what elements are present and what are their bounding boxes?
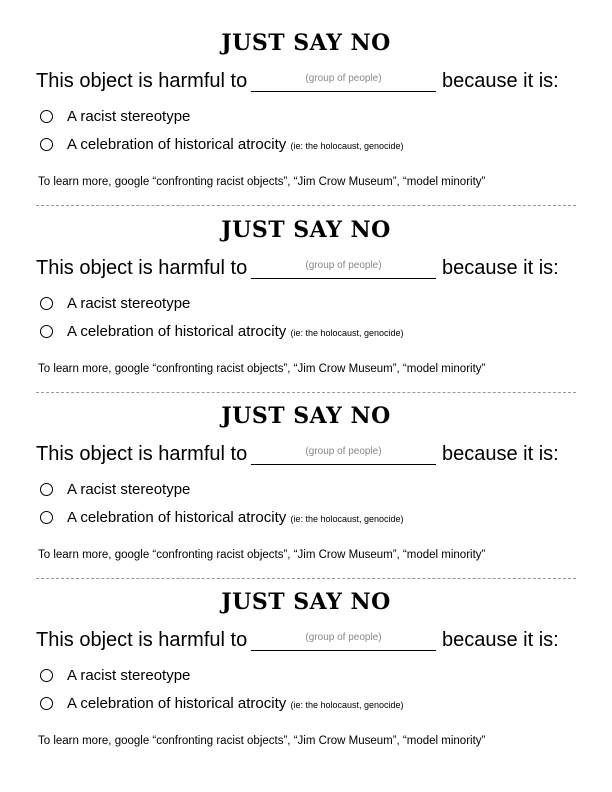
option-label: A racist stereotype (67, 295, 191, 312)
statement-text: This object is harmful to (36, 70, 248, 92)
option-label: A racist stereotype (67, 108, 191, 125)
option-label: A celebration of historical atrocity (ie: the holocaust, genocide) (67, 323, 404, 340)
flyer-card (0, 373, 612, 559)
group-blank-field[interactable] (251, 446, 436, 465)
radio-circle-icon[interactable] (40, 669, 53, 682)
radio-circle-icon[interactable] (40, 297, 53, 310)
option-note: (ie: the holocaust, genocide) (290, 514, 404, 524)
option-note: (ie: the holocaust, genocide) (290, 700, 404, 710)
option-label: A celebration of historical atrocity (ie: the holocaust, genocide) (67, 509, 404, 526)
flyer-card (0, 0, 612, 186)
card-title: JUST SAY NO (221, 589, 391, 615)
radio-circle-icon[interactable] (40, 511, 53, 524)
because-text: because it is: (442, 257, 559, 279)
blank-placeholder: (group of people) (305, 632, 382, 643)
blank-placeholder: (group of people) (305, 446, 382, 457)
because-text: because it is: (442, 629, 559, 651)
flyer-card (0, 559, 612, 745)
flyer-card (0, 187, 612, 373)
statement-text: This object is harmful to (36, 257, 248, 279)
option-note: (ie: the holocaust, genocide) (290, 141, 404, 151)
radio-circle-icon[interactable] (40, 483, 53, 496)
statement-text: This object is harmful to (36, 443, 248, 465)
card-title: JUST SAY NO (221, 30, 391, 56)
blank-placeholder: (group of people) (305, 73, 382, 84)
statement-text: This object is harmful to (36, 629, 248, 651)
group-blank-field[interactable] (251, 73, 436, 92)
option-label: A racist stereotype (67, 667, 191, 684)
group-blank-field[interactable] (251, 260, 436, 279)
because-text: because it is: (442, 443, 559, 465)
option-note: (ie: the holocaust, genocide) (290, 328, 404, 338)
option-label: A celebration of historical atrocity (ie: the holocaust, genocide) (67, 136, 404, 153)
group-blank-field[interactable] (251, 632, 436, 651)
because-text: because it is: (442, 70, 559, 92)
card-title: JUST SAY NO (221, 403, 391, 429)
option-label: A racist stereotype (67, 481, 191, 498)
learn-more-text: To learn more, google “confronting racist objects”, “Jim Crow Museum”, “model minority” (38, 363, 486, 375)
radio-circle-icon[interactable] (40, 697, 53, 710)
blank-placeholder: (group of people) (305, 260, 382, 271)
radio-circle-icon[interactable] (40, 110, 53, 123)
learn-more-text: To learn more, google “confronting racist objects”, “Jim Crow Museum”, “model minority” (38, 549, 486, 561)
option-label: A celebration of historical atrocity (ie: the holocaust, genocide) (67, 695, 404, 712)
radio-circle-icon[interactable] (40, 325, 53, 338)
learn-more-text: To learn more, google “confronting racist objects”, “Jim Crow Museum”, “model minority” (38, 735, 486, 747)
learn-more-text: To learn more, google “confronting racist objects”, “Jim Crow Museum”, “model minority” (38, 176, 486, 188)
card-title: JUST SAY NO (221, 217, 391, 243)
radio-circle-icon[interactable] (40, 138, 53, 151)
